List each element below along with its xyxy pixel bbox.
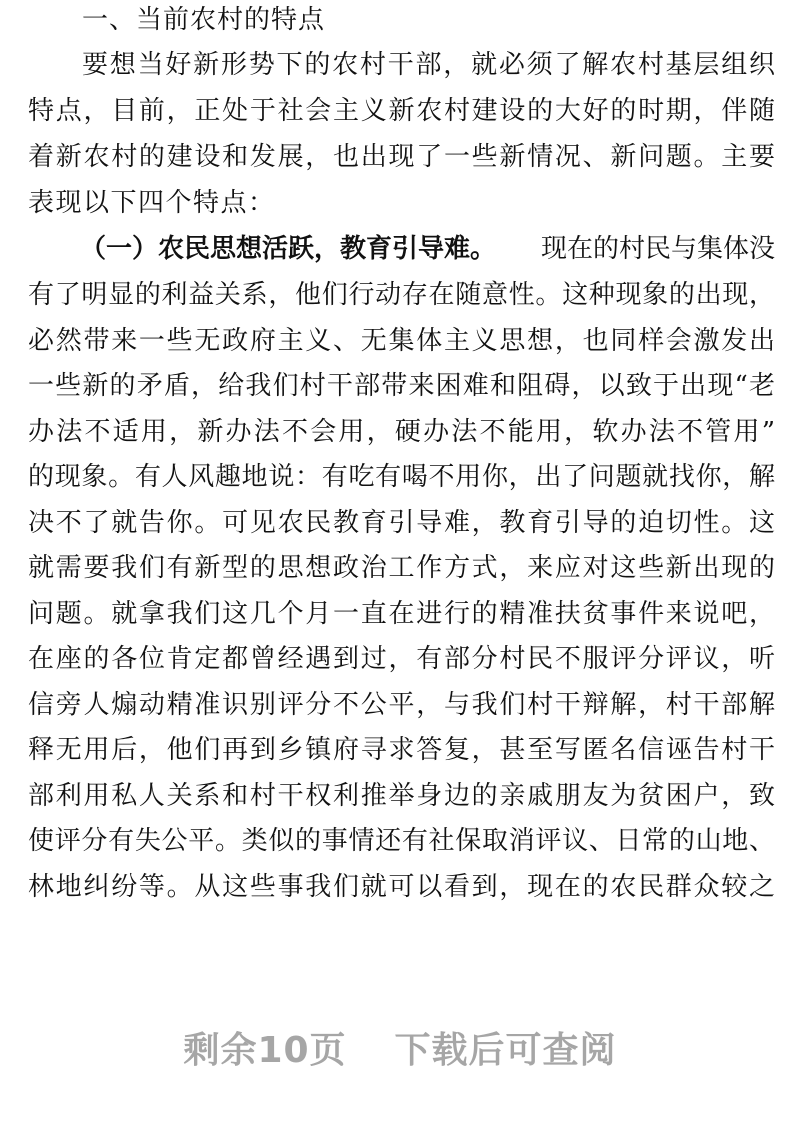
paragraph-line: 特点，目前，正处于社会主义新农村建设的大好的时期，伴随 bbox=[28, 96, 775, 126]
paragraph-line: 使评分有失公平。类似的事情还有社保取消评议、日常的山地、 bbox=[28, 826, 775, 856]
paragraph-line: 有了明显的利益关系，他们行动存在随意性。这种现象的出现， bbox=[28, 280, 775, 310]
paragraph-line: 办法不适用，新办法不会用，硬办法不能用，软办法不管用” bbox=[28, 416, 775, 447]
paragraph-line: 必然带来一些无政府主义、无集体主义思想，也同样会激发出 bbox=[28, 325, 775, 356]
paragraph-line: 的现象。有人风趣地说：有吃有喝不用你，出了问题就找你，解 bbox=[28, 462, 775, 492]
point-heading: （一）农民思想活跃，教育引导难。 bbox=[80, 234, 497, 264]
paragraph-line: 就需要我们有新型的思想政治工作方式，来应对这些新出现的 bbox=[28, 553, 775, 583]
point-heading-line bbox=[80, 229, 775, 269]
paragraph-line: 释无用后，他们再到乡镇府寻求答复，甚至写匿名信诬告村干 bbox=[28, 735, 775, 765]
preview-limit-banner[interactable] bbox=[0, 1022, 800, 1073]
paragraph-line: 信旁人煽动精准识别评分不公平，与我们村干辩解，村干部解 bbox=[28, 689, 775, 720]
paragraph-line: 在座的各位肯定都曾经遇到过，有部分村民不服评分评议，听 bbox=[28, 644, 775, 674]
paragraph-line: 林地纠纷等。从这些事我们就可以看到，现在的农民群众较之 bbox=[28, 871, 775, 902]
paragraph-line: 问题。就拿我们这几个月一直在进行的精准扶贫事件来说吧， bbox=[28, 598, 775, 629]
paragraph-line: 要想当好新形势下的农村干部，就必须了解农村基层组织 bbox=[82, 50, 775, 80]
download-prompt-label[interactable]: 下载后可查阅 bbox=[394, 1030, 617, 1071]
paragraph-line: 一些新的矛盾，给我们村干部带来困难和阻碍，以致于出现“老 bbox=[28, 371, 775, 401]
remaining-pages-label: 剩余10页 bbox=[183, 1030, 347, 1071]
paragraph-line: 表现以下四个特点： bbox=[28, 188, 276, 218]
paragraph-line: 决不了就告你。可见农民教育引导难，教育引导的迫切性。这 bbox=[28, 507, 775, 538]
paragraph-line: 着新农村的建设和发展，也出现了一些新情况、新问题。主要 bbox=[28, 142, 775, 172]
section-title: 一、当前农村的特点 bbox=[82, 5, 326, 35]
paragraph-line: 部利用私人关系和村干权利推举身边的亲戚朋友为贫困户，致 bbox=[28, 780, 775, 811]
paragraph-text: 现在的村民与集体没 bbox=[540, 234, 775, 264]
